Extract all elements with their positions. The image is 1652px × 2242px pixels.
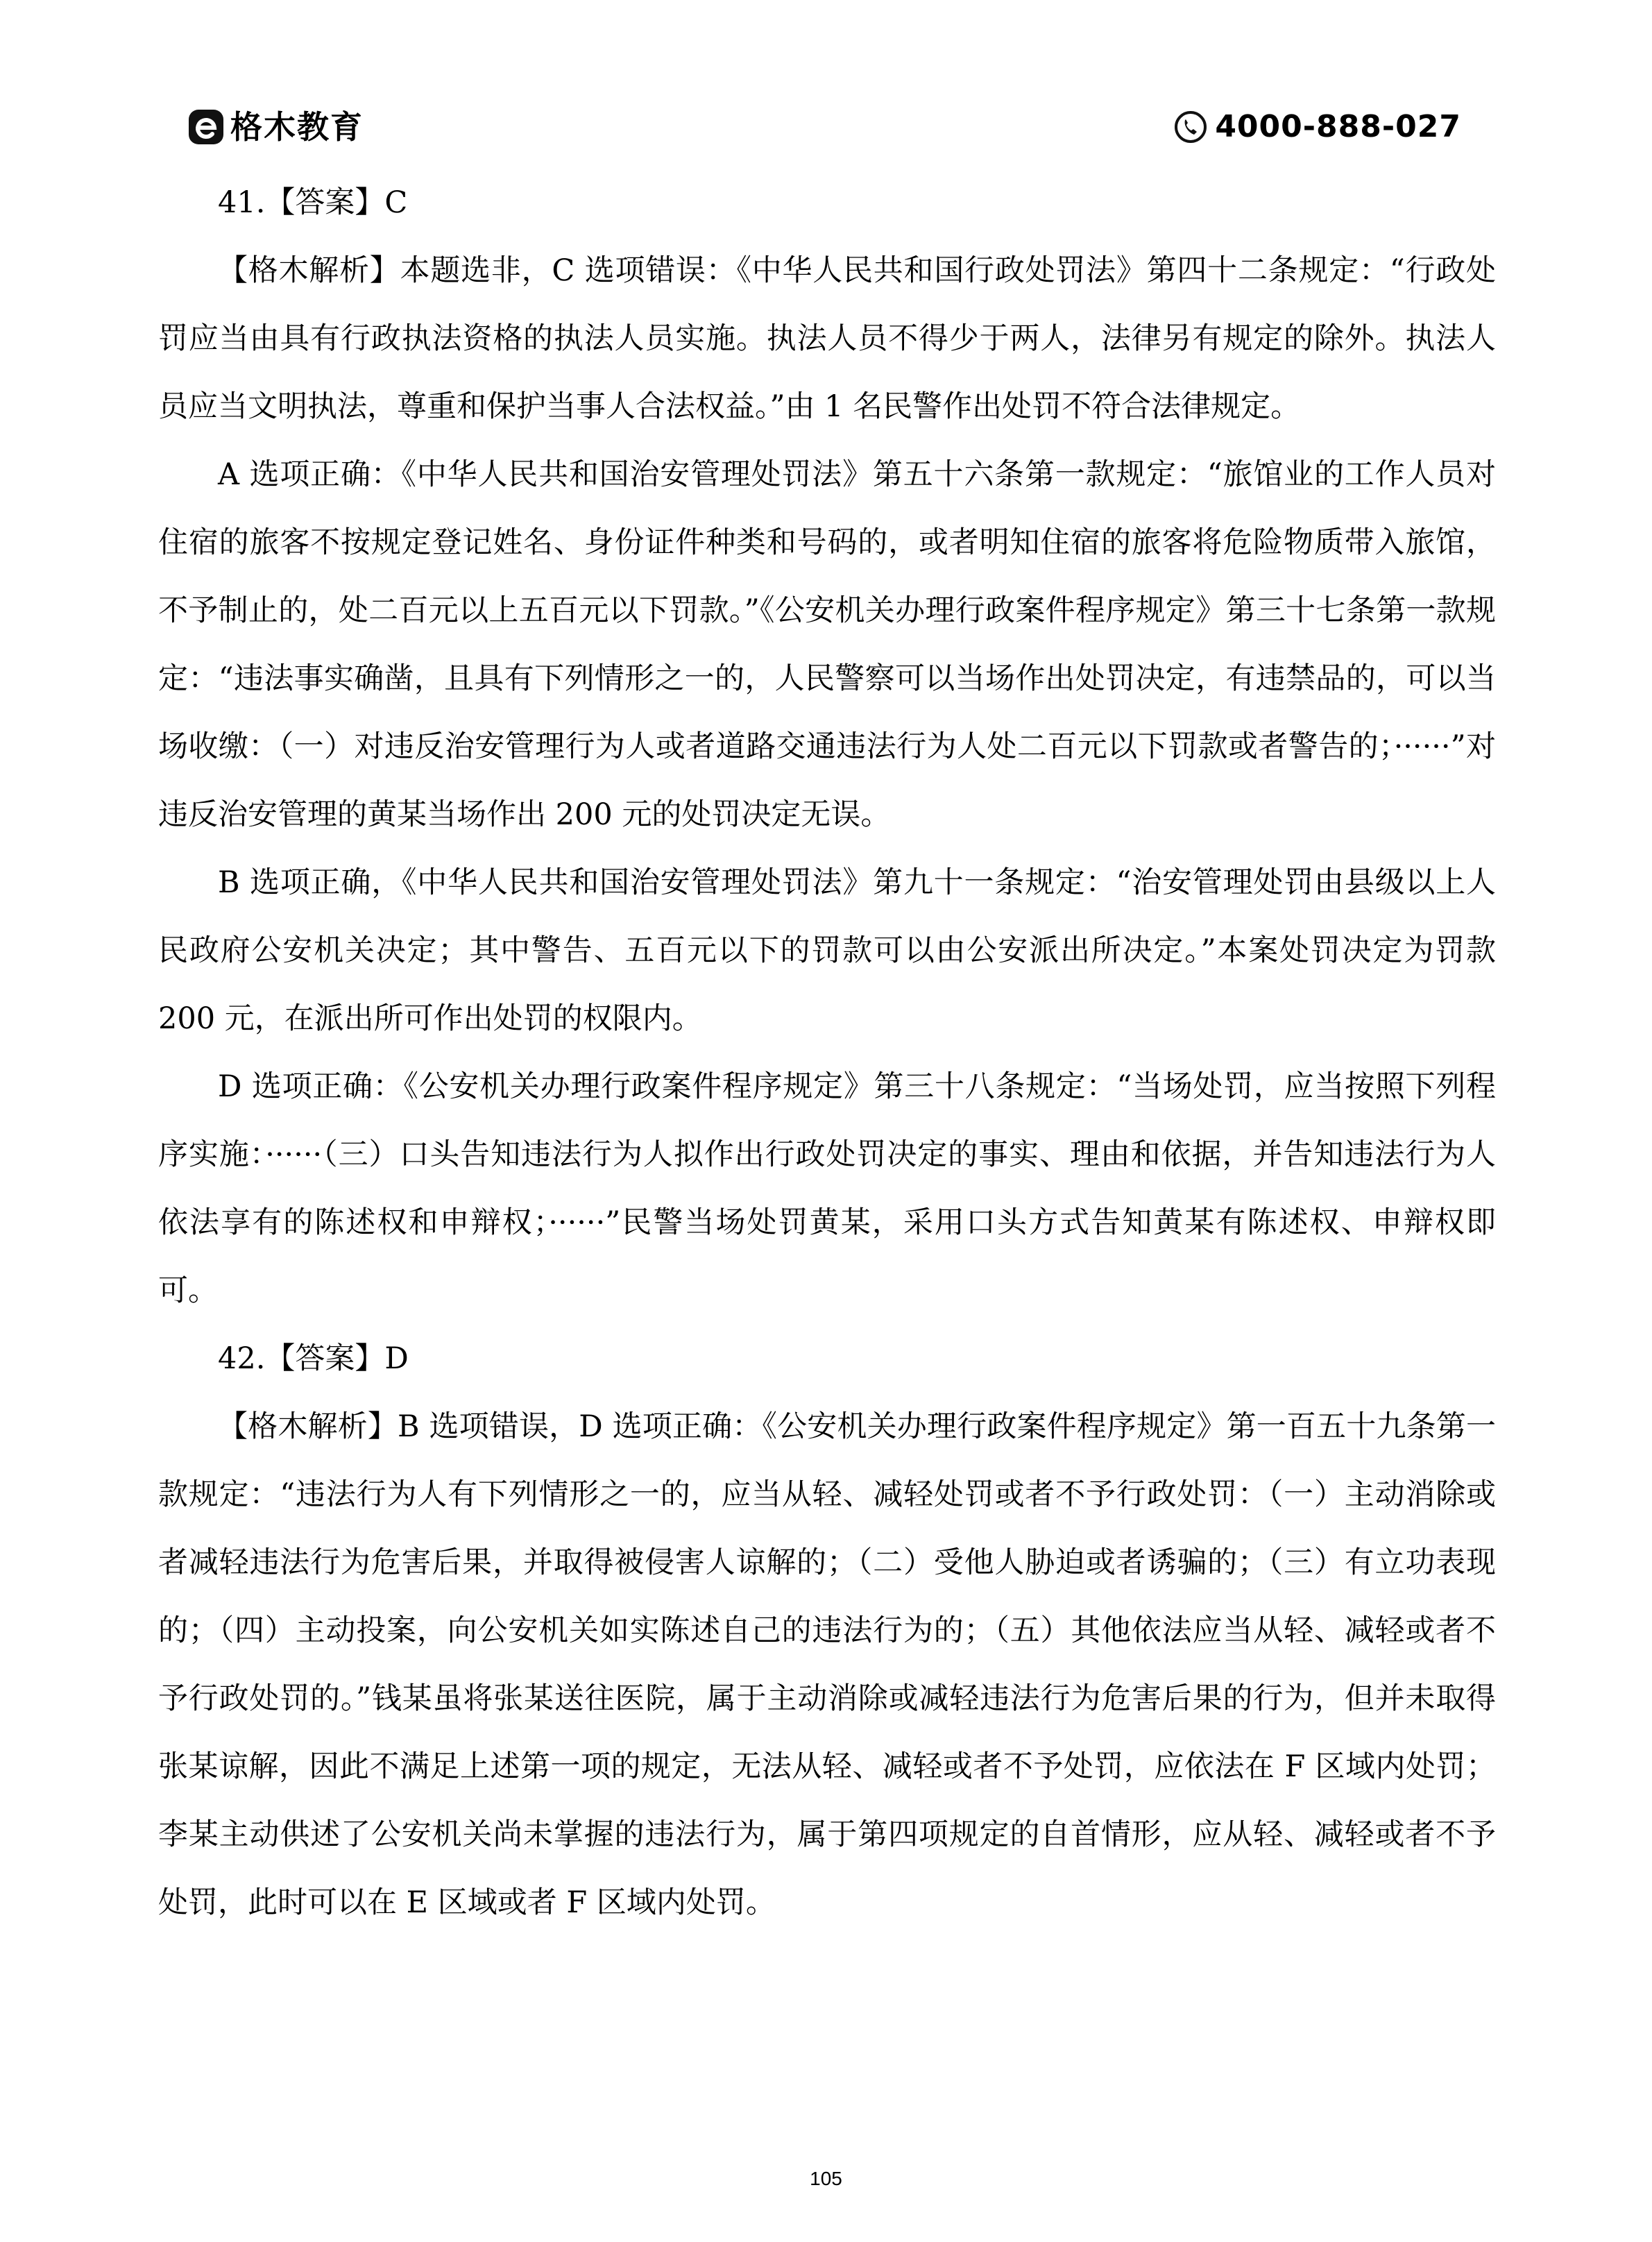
page-number: 105 bbox=[810, 2168, 842, 2189]
option-a-paragraph: A 选项正确：《中华人民共和国治安管理处罚法》第五十六条第一款规定：“旅馆业的工作人员对住宿的旅客不按规定登记姓名、身份证件种类和号码的，或者明知住宿的旅客将危险物质带入旅馆，不予制止的，处二百元以上五百元以下罚款。”《公安机关办理行政案件程序规定》第三十七条第一款规定：“违法事实确凿，且具有下列情形之一的，人民警察可以当场作出处罚决定，有违禁品的，可以当场收缴：（一）对违反治安管理行为人或者道路交通违法行为人处二百元以下罚款或者警告的；······”对违反治安管理的黄某当场作出 200 元的处罚决定无误。 bbox=[158, 457, 1496, 832]
gemu-logo-icon bbox=[187, 108, 225, 146]
hotline-number: 4000-888-027 bbox=[1215, 109, 1461, 144]
answer-42-heading: 42.【答案】D bbox=[218, 1341, 409, 1376]
phone-icon bbox=[1173, 110, 1208, 144]
analysis-41-paragraph: 【格木解析】本题选非，C 选项错误：《中华人民共和国行政处罚法》第四十二条规定：“行政处罚应当由具有行政执法资格的执法人员实施。执法人员不得少于两人，法律另有规定的除外。执法人员应当文明执法，尊重和保护当事人合法权益。”由 1 名民警作出处罚不符合法律规定。 bbox=[158, 253, 1496, 424]
analysis-42-paragraph: 【格木解析】B 选项错误，D 选项正确：《公安机关办理行政案件程序规定》第一百五十九条第一款规定：“违法行为人有下列情形之一的，应当从轻、减轻处罚或者不予行政处罚：（一）主动消除或者减轻违法行为危害后果，并取得被侵害人谅解的；（二）受他人胁迫或者诱骗的；（三）有立功表现的；（四）主动投案，向公安机关如实陈述自己的违法行为的；（五）其他依法应当从轻、减轻或者不予行政处罚的。”钱某虽将张某送往医院，属于主动消除或减轻违法行为危害后果的行为，但并未取得张某谅解，因此不满足上述第一项的规定，无法从轻、减轻或者不予处罚，应依法在 F 区域内处罚；李某主动供述了公安机关尚未掌握的违法行为，属于第四项规定的自首情形，应从轻、减轻或者不予处罚，此时可以在 E 区域或者 F 区域内处罚。 bbox=[158, 1409, 1496, 1920]
answer-41-heading: 41.【答案】C bbox=[218, 185, 408, 220]
document-body bbox=[158, 169, 1496, 1937]
brand bbox=[187, 103, 364, 151]
brand-name: 格木教育 bbox=[230, 108, 364, 146]
option-d-paragraph: D 选项正确：《公安机关办理行政案件程序规定》第三十八条规定：“当场处罚，应当按照下列程序实施：······（三）口头告知违法行为人拟作出行政处罚决定的事实、理由和依据，并告知违法行为人依法享有的陈述权和申辩权；······”民警当场处罚黄某，采用口头方式告知黄某有陈述权、申辩权即可。 bbox=[158, 1069, 1496, 1308]
option-b-paragraph: B 选项正确，《中华人民共和国治安管理处罚法》第九十一条规定：“治安管理处罚由县级以上人民政府公安机关决定；其中警告、五百元以下的罚款可以由公安派出所决定。”本案处罚决定为罚款 200 元，在派出所可作出处罚的权限内。 bbox=[158, 865, 1496, 1036]
hotline bbox=[1173, 103, 1461, 151]
page-header bbox=[187, 103, 1461, 151]
